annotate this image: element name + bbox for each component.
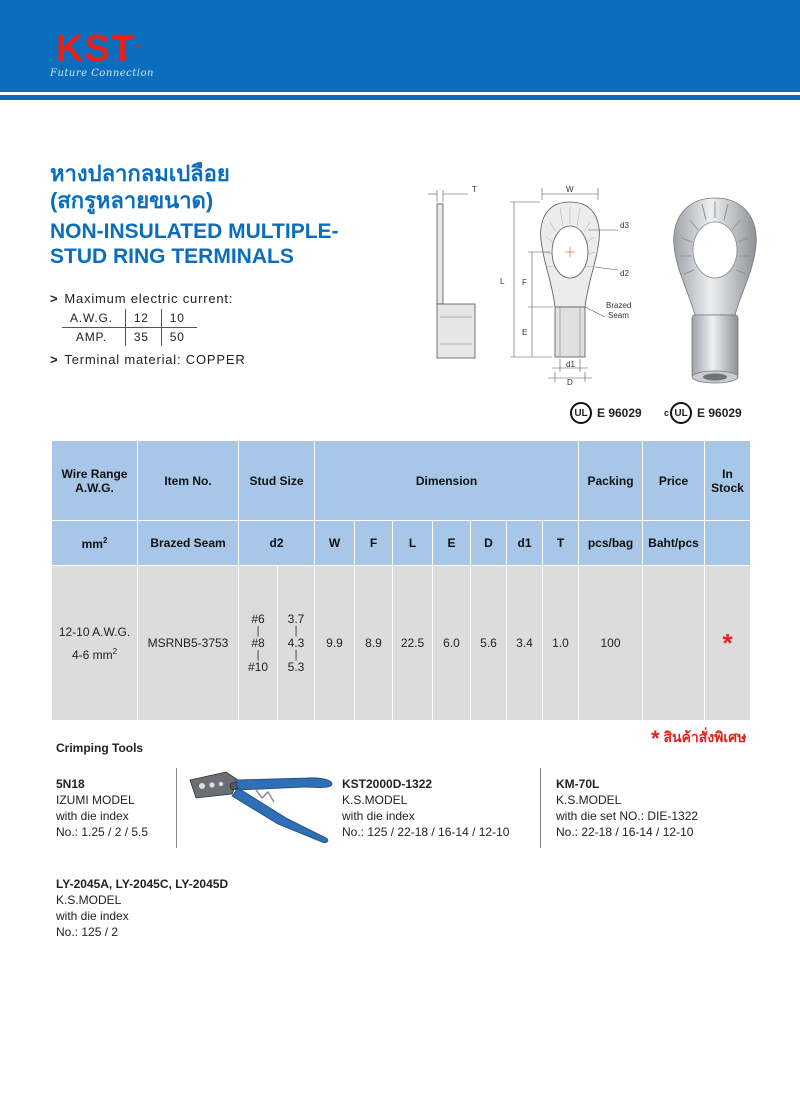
label-D: D	[567, 378, 573, 387]
col-baht-pcs: Baht/pcs	[643, 521, 705, 566]
cell-wire-range: 12-10 A.W.G. 4-6 $mm^2$	[52, 566, 138, 721]
title-thai-line1: หางปลากลมเปลือย	[50, 161, 230, 186]
side-view-drawing	[437, 204, 475, 358]
material-label: > Terminal material: COPPER	[50, 352, 246, 367]
label-seam: Seam	[608, 311, 629, 320]
cell-price	[643, 566, 705, 721]
cul-certification	[664, 402, 742, 424]
col-F: F	[355, 521, 393, 566]
title-english-line1: NON-INSULATED MULTIPLE-	[50, 220, 339, 243]
label-E: E	[522, 328, 528, 337]
cell-E: 6.0	[433, 566, 471, 721]
tool-5n18: 5N18 IZUMI MODEL with die index No.: 1.25 / 2 / 5.5	[56, 777, 149, 839]
plier-handle-upper	[236, 778, 332, 790]
title-thai-line2: (สกรูหลายขนาด)	[50, 188, 214, 213]
cell-stud-mm: 3.7 | 4.3 | 5.3	[278, 566, 315, 721]
col-d1: d1	[507, 521, 543, 566]
col-D: D	[471, 521, 507, 566]
col-stud-size: Stud Size	[239, 441, 315, 521]
label-L: L	[500, 277, 505, 286]
ul-certification	[570, 402, 642, 424]
note-star-icon: *	[651, 726, 660, 751]
tool-ly2045: LY-2045A, LY-2045C, LY-2045D K.S.MODEL with die index No.: 125 / 2	[56, 877, 229, 939]
current-cell: 35	[125, 328, 161, 347]
crimping-plier-image	[186, 768, 336, 843]
label-d1: d1	[566, 360, 575, 369]
col-in-stock: In Stock	[705, 441, 751, 521]
table-header-row-1	[52, 441, 751, 521]
header-stripe	[0, 92, 800, 100]
col-stock-blank	[705, 521, 751, 566]
cell-L: 22.5	[393, 566, 433, 721]
current-table	[62, 309, 197, 346]
table-header-row-2	[52, 521, 751, 566]
col-d2: d2	[239, 521, 315, 566]
ul-cert-number: E 96029	[597, 406, 642, 420]
cul-logo-icon: UL	[670, 402, 692, 424]
current-cell: 12	[125, 309, 161, 328]
col-L: L	[393, 521, 433, 566]
terminal-dimension-diagram	[420, 182, 670, 387]
label-W: W	[566, 185, 574, 194]
col-pcs-bag: pcs/bag	[579, 521, 643, 566]
tool-kst2000d: KST2000D-1322 K.S.MODEL with die index No.: 125 / 22-18 / 16-14 / 12-10	[342, 777, 510, 839]
col-packing: Packing	[579, 441, 643, 521]
tool-km70l: KM-70L K.S.MODEL with die set NO.: DIE-1322 No.: 22-18 / 16-14 / 12-10	[556, 777, 699, 839]
cul-prefix: c	[664, 408, 670, 418]
ul-logo-icon: UL	[570, 402, 592, 424]
label-F: F	[522, 278, 527, 287]
cell-in-stock	[705, 566, 751, 721]
label-d2: d2	[620, 269, 629, 278]
col-E: E	[433, 521, 471, 566]
cul-cert-number: E 96029	[697, 406, 742, 420]
col-item-no: Item No.	[138, 441, 239, 521]
tagline: Future Connection	[50, 68, 154, 79]
col-mm2: $mm^2$	[52, 521, 138, 566]
special-order-note: * สินค้าสั่งพิเศษ	[651, 726, 747, 751]
front-view-drawing	[541, 202, 600, 357]
plier-jaw	[190, 772, 238, 798]
current-cell: 50	[161, 328, 196, 347]
plier-handle-lower	[232, 788, 328, 843]
cell-item-no: MSRNB5-3753	[138, 566, 239, 721]
current-cell: A.W.G.	[62, 309, 125, 328]
divider	[540, 768, 541, 848]
cell-F: 8.9	[355, 566, 393, 721]
col-T: T	[543, 521, 579, 566]
label-d3: d3	[620, 221, 629, 230]
title-english-line2: STUD RING TERMINALS	[50, 245, 294, 268]
cell-stud-number: #6 | #8 | #10	[239, 566, 278, 721]
max-current-label: > Maximum electric current:	[50, 291, 234, 306]
col-price: Price	[643, 441, 705, 521]
cell-packing: 100	[579, 566, 643, 721]
crimping-tools-title: Crimping Tools	[56, 741, 144, 755]
current-cell: 10	[161, 309, 196, 328]
col-brazed-seam: Brazed Seam	[138, 521, 239, 566]
plier-spring	[256, 790, 274, 802]
cell-d1: 3.4	[507, 566, 543, 721]
table-row	[52, 566, 751, 721]
col-W: W	[315, 521, 355, 566]
col-dimension: Dimension	[315, 441, 579, 521]
cell-D: 5.6	[471, 566, 507, 721]
current-row-amp	[62, 328, 197, 347]
header-band	[0, 0, 800, 92]
terminal-product-photo	[660, 190, 770, 390]
current-row-awg	[62, 309, 197, 328]
label-brazed: Brazed	[606, 301, 632, 310]
cell-W: 9.9	[315, 566, 355, 721]
current-cell: AMP.	[75, 330, 107, 344]
special-order-star-icon: *	[722, 627, 733, 658]
cell-T: 1.0	[543, 566, 579, 721]
kst-logo: KST™	[56, 28, 144, 70]
col-wire-range: Wire Range A.W.G.	[52, 441, 138, 521]
divider	[176, 768, 177, 848]
product-table	[51, 440, 751, 721]
label-T: T	[472, 185, 477, 194]
